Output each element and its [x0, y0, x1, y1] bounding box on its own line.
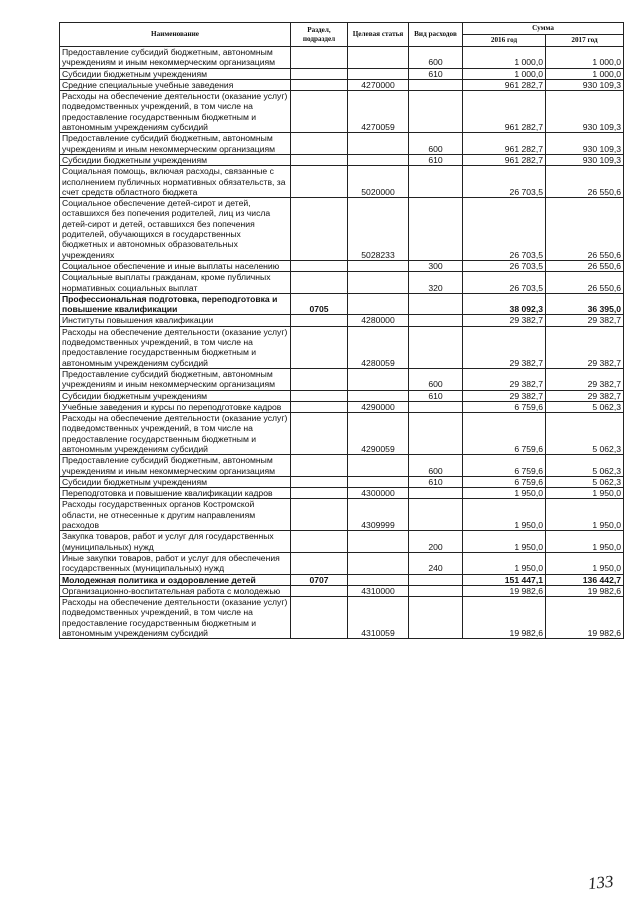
row-name: Предоставление субсидий бюджетным, автономным учреждениям и иным некоммерческим организациям	[60, 368, 291, 390]
row-section: 0705	[291, 293, 348, 315]
row-sum-2016: 961 282,7	[463, 154, 546, 165]
row-sum-2016: 961 282,7	[463, 133, 546, 155]
row-kind: 600	[409, 455, 463, 477]
row-sum-2017: 19 982,6	[546, 585, 624, 596]
row-target: 4270059	[348, 91, 409, 133]
row-target	[348, 455, 409, 477]
row-sum-2017: 930 109,3	[546, 154, 624, 165]
row-kind	[409, 91, 463, 133]
row-target	[348, 293, 409, 315]
row-kind: 610	[409, 68, 463, 79]
table-row	[60, 133, 624, 155]
row-sum-2016: 6 759,6	[463, 413, 546, 455]
row-name: Средние специальные учебные заведения	[60, 79, 291, 90]
row-target	[348, 531, 409, 553]
row-sum-2017: 26 550,6	[546, 166, 624, 198]
row-sum-2017: 5 062,3	[546, 401, 624, 412]
row-target	[348, 476, 409, 487]
table-row	[60, 272, 624, 294]
table-row	[60, 390, 624, 401]
row-sum-2017: 1 950,0	[546, 552, 624, 574]
table-row	[60, 476, 624, 487]
row-kind: 600	[409, 47, 463, 69]
row-target	[348, 260, 409, 271]
row-kind	[409, 79, 463, 90]
row-name: Расходы на обеспечение деятельности (оказание услуг) подведомственных учреждений, в том числе на предоставление государственным бюджетным и автономным учреждениям субсидий	[60, 326, 291, 368]
row-target: 4280059	[348, 326, 409, 368]
row-sum-2016: 38 092,3	[463, 293, 546, 315]
row-sum-2016: 1 000,0	[463, 47, 546, 69]
row-target: 4310000	[348, 585, 409, 596]
row-name: Учебные заведения и курсы по переподготовке кадров	[60, 401, 291, 412]
header-year-2016: 2016 год	[463, 35, 546, 47]
row-name: Расходы государственных органов Костромской области, не отнесенные к другим направлениям расходов	[60, 499, 291, 531]
row-section	[291, 390, 348, 401]
header-section: Раздел, подраздел	[291, 23, 348, 47]
table-row	[60, 368, 624, 390]
row-sum-2016: 26 703,5	[463, 260, 546, 271]
row-kind: 200	[409, 531, 463, 553]
row-target: 5028233	[348, 198, 409, 261]
row-sum-2017: 930 109,3	[546, 79, 624, 90]
row-kind: 300	[409, 260, 463, 271]
table-row	[60, 413, 624, 455]
row-name: Закупка товаров, работ и услуг для государственных (муниципальных) нужд	[60, 531, 291, 553]
table-row	[60, 79, 624, 90]
row-name: Социальное обеспечение и иные выплаты населению	[60, 260, 291, 271]
row-sum-2016: 961 282,7	[463, 91, 546, 133]
row-sum-2017: 29 382,7	[546, 315, 624, 326]
row-sum-2016: 6 759,6	[463, 455, 546, 477]
row-kind	[409, 499, 463, 531]
row-name: Субсидии бюджетным учреждениям	[60, 154, 291, 165]
row-target: 4290000	[348, 401, 409, 412]
row-sum-2017: 26 550,6	[546, 198, 624, 261]
row-target: 4290059	[348, 413, 409, 455]
row-target: 4309999	[348, 499, 409, 531]
row-target	[348, 154, 409, 165]
row-section	[291, 315, 348, 326]
table-row	[60, 597, 624, 639]
row-target	[348, 133, 409, 155]
row-name: Расходы на обеспечение деятельности (оказание услуг) подведомственных учреждений, в том числе на предоставление государственным бюджетным и автономным учреждениям субсидий	[60, 91, 291, 133]
row-name: Предоставление субсидий бюджетным, автономным учреждениям и иным некоммерческим организациям	[60, 133, 291, 155]
row-sum-2017: 1 000,0	[546, 47, 624, 69]
row-sum-2016: 1 950,0	[463, 531, 546, 553]
header-kind: Вид расходов	[409, 23, 463, 47]
row-sum-2017: 5 062,3	[546, 476, 624, 487]
table-row	[60, 260, 624, 271]
row-name: Организационно-воспитательная работа с молодежью	[60, 585, 291, 596]
table-row	[60, 552, 624, 574]
row-sum-2016: 29 382,7	[463, 315, 546, 326]
row-kind	[409, 574, 463, 585]
table-row	[60, 91, 624, 133]
row-section	[291, 585, 348, 596]
table-row	[60, 585, 624, 596]
row-sum-2017: 930 109,3	[546, 133, 624, 155]
row-sum-2016: 26 703,5	[463, 166, 546, 198]
row-kind: 610	[409, 476, 463, 487]
header-name: Наименование	[60, 23, 291, 47]
row-section	[291, 198, 348, 261]
row-sum-2017: 29 382,7	[546, 368, 624, 390]
row-name: Социальная помощь, включая расходы, связанные с исполнением публичных нормативных обязательств, за счет средств областного бюджета	[60, 166, 291, 198]
table-body	[60, 47, 624, 639]
header-year-2017: 2017 год	[546, 35, 624, 47]
table-row	[60, 293, 624, 315]
row-sum-2016: 29 382,7	[463, 368, 546, 390]
row-target	[348, 68, 409, 79]
row-sum-2017: 1 950,0	[546, 488, 624, 499]
row-section	[291, 368, 348, 390]
row-section	[291, 326, 348, 368]
table-row	[60, 47, 624, 69]
row-kind	[409, 166, 463, 198]
row-section	[291, 260, 348, 271]
row-kind: 600	[409, 133, 463, 155]
table-row	[60, 154, 624, 165]
row-sum-2017: 29 382,7	[546, 390, 624, 401]
row-name: Субсидии бюджетным учреждениям	[60, 476, 291, 487]
row-name: Социальные выплаты гражданам, кроме публичных нормативных социальных выплат	[60, 272, 291, 294]
row-sum-2017: 19 982,6	[546, 597, 624, 639]
row-section	[291, 597, 348, 639]
row-target: 5020000	[348, 166, 409, 198]
row-sum-2017: 136 442,7	[546, 574, 624, 585]
row-name: Иные закупки товаров, работ и услуг для обеспечения государственных (муниципальных) нужд	[60, 552, 291, 574]
row-sum-2017: 36 395,0	[546, 293, 624, 315]
row-sum-2017: 26 550,6	[546, 260, 624, 271]
row-sum-2017: 26 550,6	[546, 272, 624, 294]
header-sum: Сумма	[463, 23, 624, 35]
row-sum-2017: 1 000,0	[546, 68, 624, 79]
row-name: Предоставление субсидий бюджетным, автономным учреждениям и иным некоммерческим организациям	[60, 47, 291, 69]
row-section	[291, 476, 348, 487]
row-target	[348, 47, 409, 69]
row-name: Субсидии бюджетным учреждениям	[60, 68, 291, 79]
row-sum-2016: 1 950,0	[463, 552, 546, 574]
row-kind	[409, 198, 463, 261]
row-target: 4270000	[348, 79, 409, 90]
table-row	[60, 198, 624, 261]
row-sum-2017: 29 382,7	[546, 326, 624, 368]
row-name: Субсидии бюджетным учреждениям	[60, 390, 291, 401]
row-section	[291, 154, 348, 165]
row-sum-2016: 1 000,0	[463, 68, 546, 79]
row-sum-2017: 1 950,0	[546, 499, 624, 531]
table-row	[60, 68, 624, 79]
table-row	[60, 401, 624, 412]
row-sum-2017: 5 062,3	[546, 455, 624, 477]
row-section	[291, 455, 348, 477]
row-sum-2016: 19 982,6	[463, 597, 546, 639]
row-name: Переподготовка и повышение квалификации кадров	[60, 488, 291, 499]
row-sum-2016: 1 950,0	[463, 499, 546, 531]
table-row	[60, 315, 624, 326]
row-name: Профессиональная подготовка, переподготовка и повышение квалификации	[60, 293, 291, 315]
table-row	[60, 326, 624, 368]
row-sum-2017: 1 950,0	[546, 531, 624, 553]
table-row	[60, 499, 624, 531]
row-sum-2016: 961 282,7	[463, 79, 546, 90]
row-kind	[409, 401, 463, 412]
row-sum-2016: 19 982,6	[463, 585, 546, 596]
row-sum-2016: 1 950,0	[463, 488, 546, 499]
table-row	[60, 455, 624, 477]
row-sum-2016: 29 382,7	[463, 390, 546, 401]
row-sum-2017: 930 109,3	[546, 91, 624, 133]
row-kind: 600	[409, 368, 463, 390]
row-name: Институты повышения квалификации	[60, 315, 291, 326]
row-name: Расходы на обеспечение деятельности (оказание услуг) подведомственных учреждений, в том числе на предоставление государственным бюджетным и автономным учреждениям субсидий	[60, 597, 291, 639]
row-kind	[409, 597, 463, 639]
row-sum-2016: 26 703,5	[463, 198, 546, 261]
row-section	[291, 413, 348, 455]
row-section	[291, 91, 348, 133]
page-number: 133	[587, 871, 615, 894]
row-kind: 610	[409, 154, 463, 165]
row-target: 4310059	[348, 597, 409, 639]
row-section	[291, 272, 348, 294]
row-kind: 240	[409, 552, 463, 574]
row-section	[291, 531, 348, 553]
row-kind	[409, 293, 463, 315]
row-section	[291, 488, 348, 499]
row-sum-2016: 6 759,6	[463, 476, 546, 487]
row-name: Предоставление субсидий бюджетным, автономным учреждениям и иным некоммерческим организациям	[60, 455, 291, 477]
row-target	[348, 574, 409, 585]
header-target: Целевая статья	[348, 23, 409, 47]
row-kind	[409, 585, 463, 596]
row-kind	[409, 315, 463, 326]
row-section	[291, 552, 348, 574]
row-name: Молодежная политика и оздоровление детей	[60, 574, 291, 585]
table-row	[60, 574, 624, 585]
row-target: 4280000	[348, 315, 409, 326]
table-row	[60, 166, 624, 198]
row-sum-2017: 5 062,3	[546, 413, 624, 455]
row-target	[348, 272, 409, 294]
row-section	[291, 166, 348, 198]
row-sum-2016: 151 447,1	[463, 574, 546, 585]
row-target: 4300000	[348, 488, 409, 499]
row-kind: 610	[409, 390, 463, 401]
row-section	[291, 47, 348, 69]
row-kind	[409, 326, 463, 368]
table-row	[60, 531, 624, 553]
row-section	[291, 79, 348, 90]
table-row	[60, 488, 624, 499]
row-section	[291, 68, 348, 79]
row-section	[291, 133, 348, 155]
row-kind	[409, 488, 463, 499]
row-sum-2016: 26 703,5	[463, 272, 546, 294]
row-sum-2016: 29 382,7	[463, 326, 546, 368]
row-kind	[409, 413, 463, 455]
row-section	[291, 401, 348, 412]
row-target	[348, 368, 409, 390]
row-target	[348, 390, 409, 401]
row-name: Расходы на обеспечение деятельности (оказание услуг) подведомственных учреждений, в том числе на предоставление государственным бюджетным и автономным учреждениям субсидий	[60, 413, 291, 455]
row-section: 0707	[291, 574, 348, 585]
row-name: Социальное обеспечение детей-сирот и детей, оставшихся без попечения родителей, лиц из числа детей-сирот и детей, оставшихся без попечения родителей, обучающихся в государственных бюджетных и автономных образовательных учреждениях	[60, 198, 291, 261]
row-target	[348, 552, 409, 574]
row-sum-2016: 6 759,6	[463, 401, 546, 412]
row-kind: 320	[409, 272, 463, 294]
budget-table	[59, 22, 624, 639]
row-section	[291, 499, 348, 531]
